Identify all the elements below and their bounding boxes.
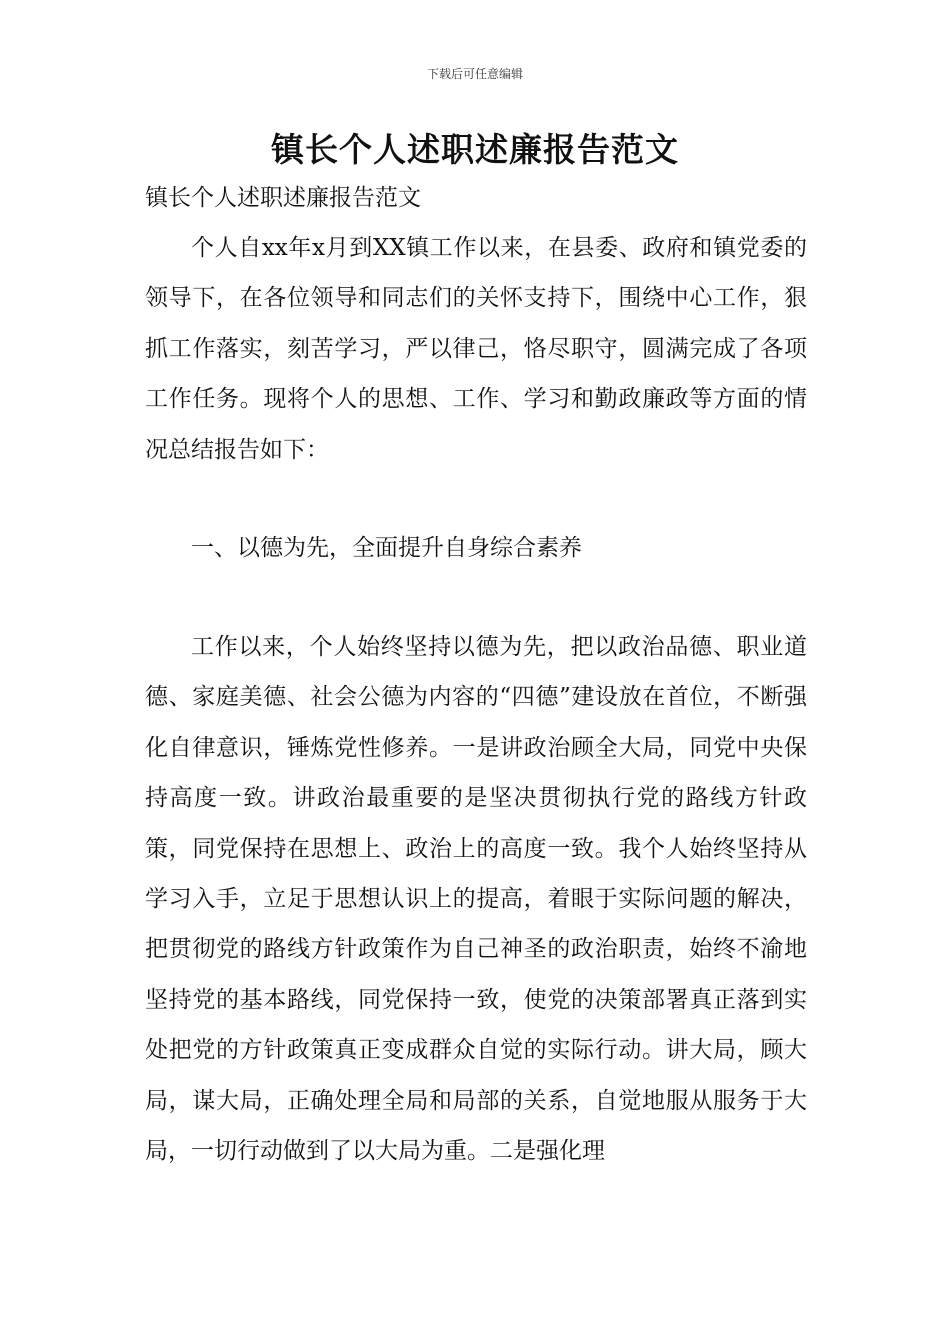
paragraph-section-1: 工作以来，个人始终坚持以德为先，把以政治品德、职业道德、家庭美德、社会公德为内容的“四德”建设放在首位，不断强化自律意识，锤炼党性修养。一是讲政治顾全大局，同党中央保持高度一致。讲政治最重要的是坚决贯彻执行党的路线方针政策，同党保持在思想上、政治上的高度一致。我个人始终坚持从学习入手，立足于思想认识上的提高，着眼于实际问题的解决，把贯彻党的路线方针政策作为自己神圣的政治职责，始终不渝地坚持党的基本路线，同党保持一致，使党的决策部署真正落到实处把党的方针政策真正变成群众自觉的实际行动。讲大局，顾大局，谋大局，正确处理全局和局部的关系，自觉地服从服务于大局，一切行动做到了以大局为重。二是强化理 <box>145 634 807 1165</box>
document-subtitle: 镇长个人述职述廉报告范文 <box>145 185 421 211</box>
paragraph-intro: 个人自xx年x月到XX镇工作以来，在县委、政府和镇党委的领导下，在各位领导和同志们的关怀支持下，围绕中心工作，狠抓工作落实，刻苦学习，严以律己，恪尽职守，圆满完成了各项工作任务。现将个人的思想、工作、学习和勤政廉政等方面的情况总结报告如下： <box>145 235 807 463</box>
page-header-note: 下载后可任意编辑 <box>426 67 523 81</box>
document-title: 镇长个人述职述廉报告范文 <box>271 130 679 169</box>
section-heading-1: 一、以德为先，全面提升自身综合素养 <box>191 535 582 561</box>
